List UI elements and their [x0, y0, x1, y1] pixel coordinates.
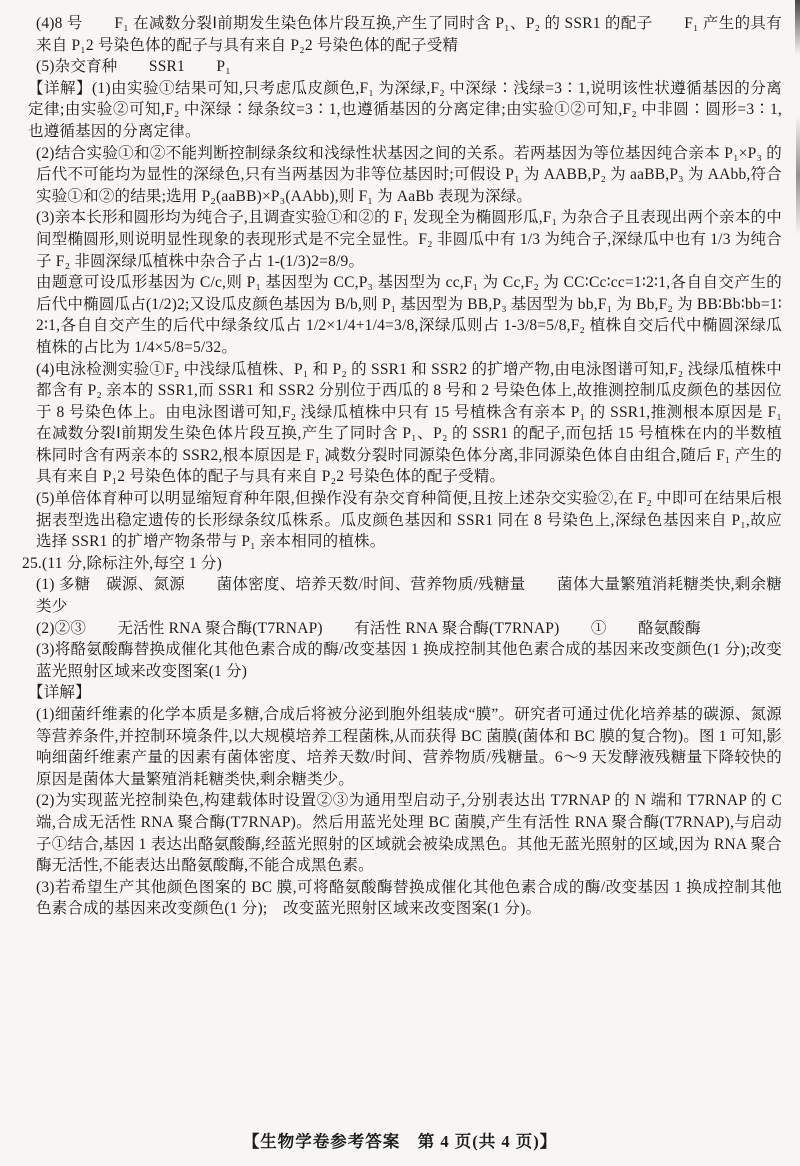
page-footer: 【生物学卷参考答案 第 4 页(共 4 页)】	[242, 1132, 558, 1151]
para-detail-25-1: (1)细菌纤维素的化学本质是多糖,合成后将被分泌到胞外组装成“膜”。研究者可通过优化培养基的碳源、氮源等营养条件,并控制环境条件,以大规模培养工程菌株,从而获得 BC 菌膜(菌体和 BC 膜的复合物)。图 1 可知,影响细菌纤维素产量的因素有菌体密度、培养天数/时间、营养物质/残糖量。6～9 天发酵液残糖量下降较快的原因是菌体大量繁殖消耗糖类快,剩余糖类少。	[36, 706, 782, 788]
answer-text-block	[22, 13, 782, 920]
para-ans-25-3: (3)将酪氨酸酶替换成催化其他色素合成的酶/改变基因 1 换成控制其他色素合成的基因来改变颜色(1 分);改变蓝光照射区域来改变图案(1 分)	[36, 641, 782, 680]
para-ans-25-1: (1) 多糖 碳源、氮源 菌体密度、培养天数/时间、营养物质/残糖量 菌体大量繁殖消耗糖类快,剩余糖类少	[36, 576, 782, 616]
para-detail-25-heading: 【详解】	[28, 684, 91, 702]
scan-artifact-top-right	[795, 0, 800, 55]
para-detail-24-2: (2)结合实验①和②不能判断控制绿条纹和浅绿性状基因之间的关系。若两基因为等位基因纯合亲本 P₁×P₃ 的后代不可能均为显性的深绿色,只有当两基因为非等位基因时;可假设 P₁ 为 AABB,P₂ 为 aaBB,P₃ 为 AAbb,符合实验①和②的结果;选用 P₂(aaBB)×P₃(AAbb),则 F₁ 为 AaBb 表现为深绿。	[36, 144, 782, 205]
para-detail-25-3: (3)若希望生产其他颜色图案的 BC 膜,可将酪氨酸酶替换成催化其他色素合成的酶/改变基因 1 换成控制其他色素合成的基因来改变颜色(1 分); 改变蓝光照射区域来改变图案(1 分)。	[36, 878, 782, 918]
para-detail-25-2: (2)为实现蓝光控制染色,构建载体时设置②③为通用型启动子,分别表达出 T7RNAP 的 N 端和 T7RNAP 的 C 端,合成无活性 RNA 聚合酶(T7RNAP)。然后用蓝光处理 BC 菌膜,产生有活性 RNA 聚合酶(T7RNAP),与启动子①结合,基因 1 表达出酪氨酸酶,经蓝光照射的区域就会被染成黑色。其他无蓝光照射的区域,因为 RNA 聚合酶无活性,不能表达出酪氨酸酶,不能合成黑色素。	[36, 792, 782, 875]
para-q25-header: 25.(11 分,除标注外,每空 1 分)	[22, 554, 222, 572]
para-detail-24-1: 【详解】(1)由实验①结果可知,只考虑瓜皮颜色,F₁ 为深绿,F₂ 中深绿∶浅绿=3∶1,说明该性状遵循基因的分离定律;由实验②可知,F₂ 中深绿∶绿条纹=3∶1,也遵循基因的分离定律;由实验①②可知,F₂ 中非圆∶圆形=3∶1,也遵循基因的分离定律。	[28, 79, 782, 140]
para-detail-24-3b: 由题意可设瓜形基因为 C/c,则 P₁ 基因型为 CC,P₃ 基因型为 cc,F₁ 为 Cc,F₂ 为 CC∶Cc∶cc=1∶2∶1,各自自交产生的后代中椭圆瓜占(1/2)2;又设瓜皮颜色基因为 B/b,则 P₁ 基因型为 BB,P₃ 基因型为 bb,F₁ 为 Bb,F₂ 为 BB∶Bb∶bb=1∶2∶1,各自自交产生的后代中绿条纹瓜占 1/2×1/4+1/4=3/8,深绿瓜则占 1-3/8=5/8,F₂ 植株自交后代中椭圆深绿瓜植株的占比为 1/4×5/8=5/32。	[36, 274, 782, 356]
scan-artifact-right	[796, 115, 800, 235]
para-ans-25-2: (2)②③ 无活性 RNA 聚合酶(T7RNAP) 有活性 RNA 聚合酶(T7RNAP) ① 酪氨酸酶	[36, 619, 701, 637]
para-ans-24-5: (5)杂交育种 SSR1 P₁	[36, 58, 231, 76]
para-detail-24-3a: (3)亲本长形和圆形均为纯合子,且调查实验①和②的 F₁ 发现全为椭圆形瓜,F₁ 为杂合子且表现出两个亲本的中间型椭圆形,则说明显性现象的表现形式是不完全显性。F₂ 非圆瓜中有 1/3 为纯合子,深绿瓜中也有 1/3 为纯合子 F₂ 非圆深绿瓜植株中杂合子占 1-(1/3)2=8/9。	[36, 209, 782, 270]
para-ans-24-4: (4)8 号 F₁ 在减数分裂Ⅰ前期发生染色体片段互换,产生了同时含 P₁、P₂ 的 SSR1 的配子 F₁ 产生的具有来自 P₁2 号染色体的配子与具有来自 P₂2 号染色体的配子受精	[36, 15, 782, 54]
para-detail-24-5: (5)单倍体育种可以明显缩短育种年限,但操作没有杂交育种简便,且按上述杂交实验②,在 F₂ 中即可在结果后根据表型选出稳定遗传的长形绿条纹瓜株系。瓜皮颜色基因和 SSR1 同在 8 号染色上,深绿色基因来自 P₁,故应选择 SSR1 的扩增产物条带与 P₁ 亲本相同的植株。	[36, 490, 782, 551]
para-detail-24-4: (4)电泳检测实验①F₂ 中浅绿瓜植株、P₁ 和 P₂ 的 SSR1 和 SSR2 的扩增产物,由电泳图谱可知,F₂ 浅绿瓜植株中都含有 P₂ 亲本的 SSR1,而 SSR1 和 SSR2 分别位于西瓜的 8 号和 2 号染色体上,故推测控制瓜皮颜色的基因位于 8 号染色体上。由电泳图谱可知,F₂ 浅绿瓜植株中只有 15 号植株含有亲本 P₁ 的 SSR1,推测根本原因是 F₁ 在减数分裂Ⅰ前期发生染色体片段互换,产生了同时含 P₁、P₂ 的 SSR1 的配子,而包括 15 号植株在内的半数植株同时含有两亲本的 SSR2,根本原因是 F₁ 减数分裂时同源染色体分离,非同源染色体自由组合,随后 F₁ 产生的具有来自 P₁2 号染色体的配子与具有来自 P₂2 号染色体的配子受精。	[36, 360, 782, 486]
